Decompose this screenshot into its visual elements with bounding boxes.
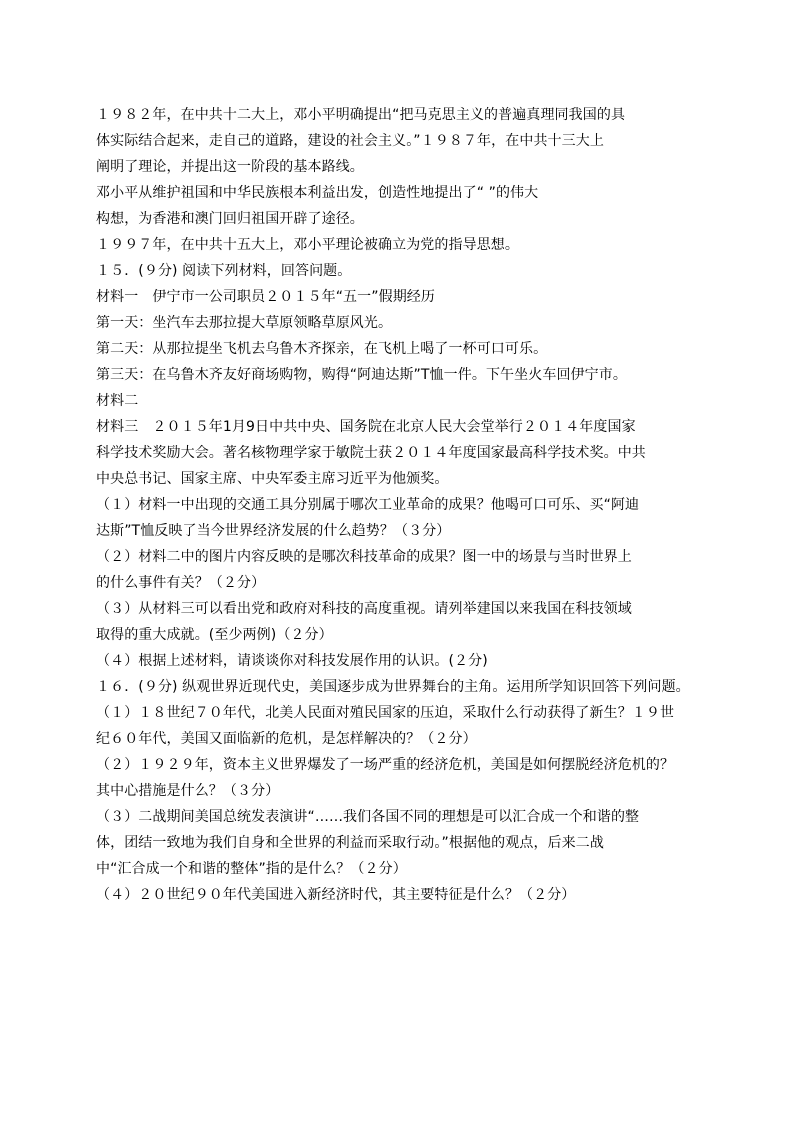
text-line: 体实际结合起来，走自己的道路，建设的社会主义。”１９８７年，在中共十三大上 xyxy=(96,133,604,149)
text-line: 中央总书记、国家主席、中央军委主席习近平为他颁奖。 xyxy=(96,471,449,487)
text-line: 中“汇合成一个和谐的整体”指的是什么？（２分） xyxy=(96,861,407,877)
text-line: 的什么事件有关？（２分） xyxy=(96,575,266,591)
subquestion-line: （４）根据上述材料，请谈谈你对科技发展作用的认识。(２分) xyxy=(96,653,488,669)
subquestion-line: （２）材料二中的图片内容反映的是哪次科技革命的成果？图一中的场景与当时世界上 xyxy=(96,549,632,565)
text-line: 达斯”T恤反映了当今世界经济发展的什么趋势？（３分） xyxy=(96,523,451,539)
text-line: 其中心措施是什么？（３分） xyxy=(96,783,280,799)
material-1-heading: 材料一 伊宁市一公司职员２０１５年“五一”假期经历 xyxy=(96,289,436,305)
material-2-heading: 材料二 xyxy=(96,393,139,409)
question-16-heading: １６．(９分) 纵观世界近现代史，美国逐步成为世界舞台的主角。运用所学知识回答下列问题。 xyxy=(96,679,690,695)
text-line: 阐明了理论，并提出这一阶段的基本路线。 xyxy=(96,159,364,175)
subquestion-line: （４）２０世纪９０年代美国进入新经济时代，其主要特征是什么？（２分） xyxy=(96,887,576,903)
subquestion-line: （３）二战期间美国总统发表演讲“……我们各国不同的理想是可以汇合成一个和谐的整 xyxy=(96,809,640,825)
text-line: 体，团结一致地为我们自身和全世界的利益而采取行动。”根据他的观点，后来二战 xyxy=(96,835,604,851)
material-3-heading: 材料三 ２０１５年1月9日中共中央、国务院在北京人民大会堂举行２０１４年度国家 xyxy=(96,419,636,435)
text-line: １９８２年，在中共十二大上，邓小平明确提出“把马克思主义的普遍真理同我国的具 xyxy=(96,107,626,123)
document-body xyxy=(96,102,706,908)
subquestion-line: （１）１８世纪７０年代，北美人民面对殖民国家的压迫，采取什么行动获得了新生？１９世 xyxy=(96,705,675,721)
subquestion-line: （２）１９２９年，资本主义世界爆发了一场严重的经济危机，美国是如何摆脱经济危机的？ xyxy=(96,757,675,773)
text-line: 第三天：在乌鲁木齐友好商场购物，购得“阿迪达斯”T恤一件。下午坐火车回伊宁市。 xyxy=(96,367,627,383)
text-line: 纪６０年代，美国又面临新的危机，是怎样解决的？（２分） xyxy=(96,731,477,747)
text-line: 取得的重大成就。(至少两例)（２分） xyxy=(96,627,333,643)
text-line: 科学技术奖励大会。著名核物理学家于敏院士获２０１４年度国家最高科学技术奖。中共 xyxy=(96,445,646,461)
text-line: 构想，为香港和澳门回归祖国开辟了途径。 xyxy=(96,211,364,227)
question-15-heading: １５．(９分) 阅读下列材料，回答问题。 xyxy=(96,263,352,279)
text-line: １９９７年，在中共十五大上，邓小平理论被确立为党的指导思想。 xyxy=(96,237,519,253)
text-line: 第一天：坐汽车去那拉提大草原领略草原风光。 xyxy=(96,315,393,331)
subquestion-line: （３）从材料三可以看出党和政府对科技的高度重视。请列举建国以来我国在科技领域 xyxy=(96,601,632,617)
text-line: 第二天：从那拉提坐飞机去乌鲁木齐探亲，在飞机上喝了一杯可口可乐。 xyxy=(96,341,548,357)
subquestion-line: （１）材料一中出现的交通工具分别属于哪次工业革命的成果？他喝可口可乐、买“阿迪 xyxy=(96,497,640,513)
text-line: 邓小平从维护祖国和中华民族根本利益出发，创造性地提出了“ ”的伟大 xyxy=(96,185,539,201)
